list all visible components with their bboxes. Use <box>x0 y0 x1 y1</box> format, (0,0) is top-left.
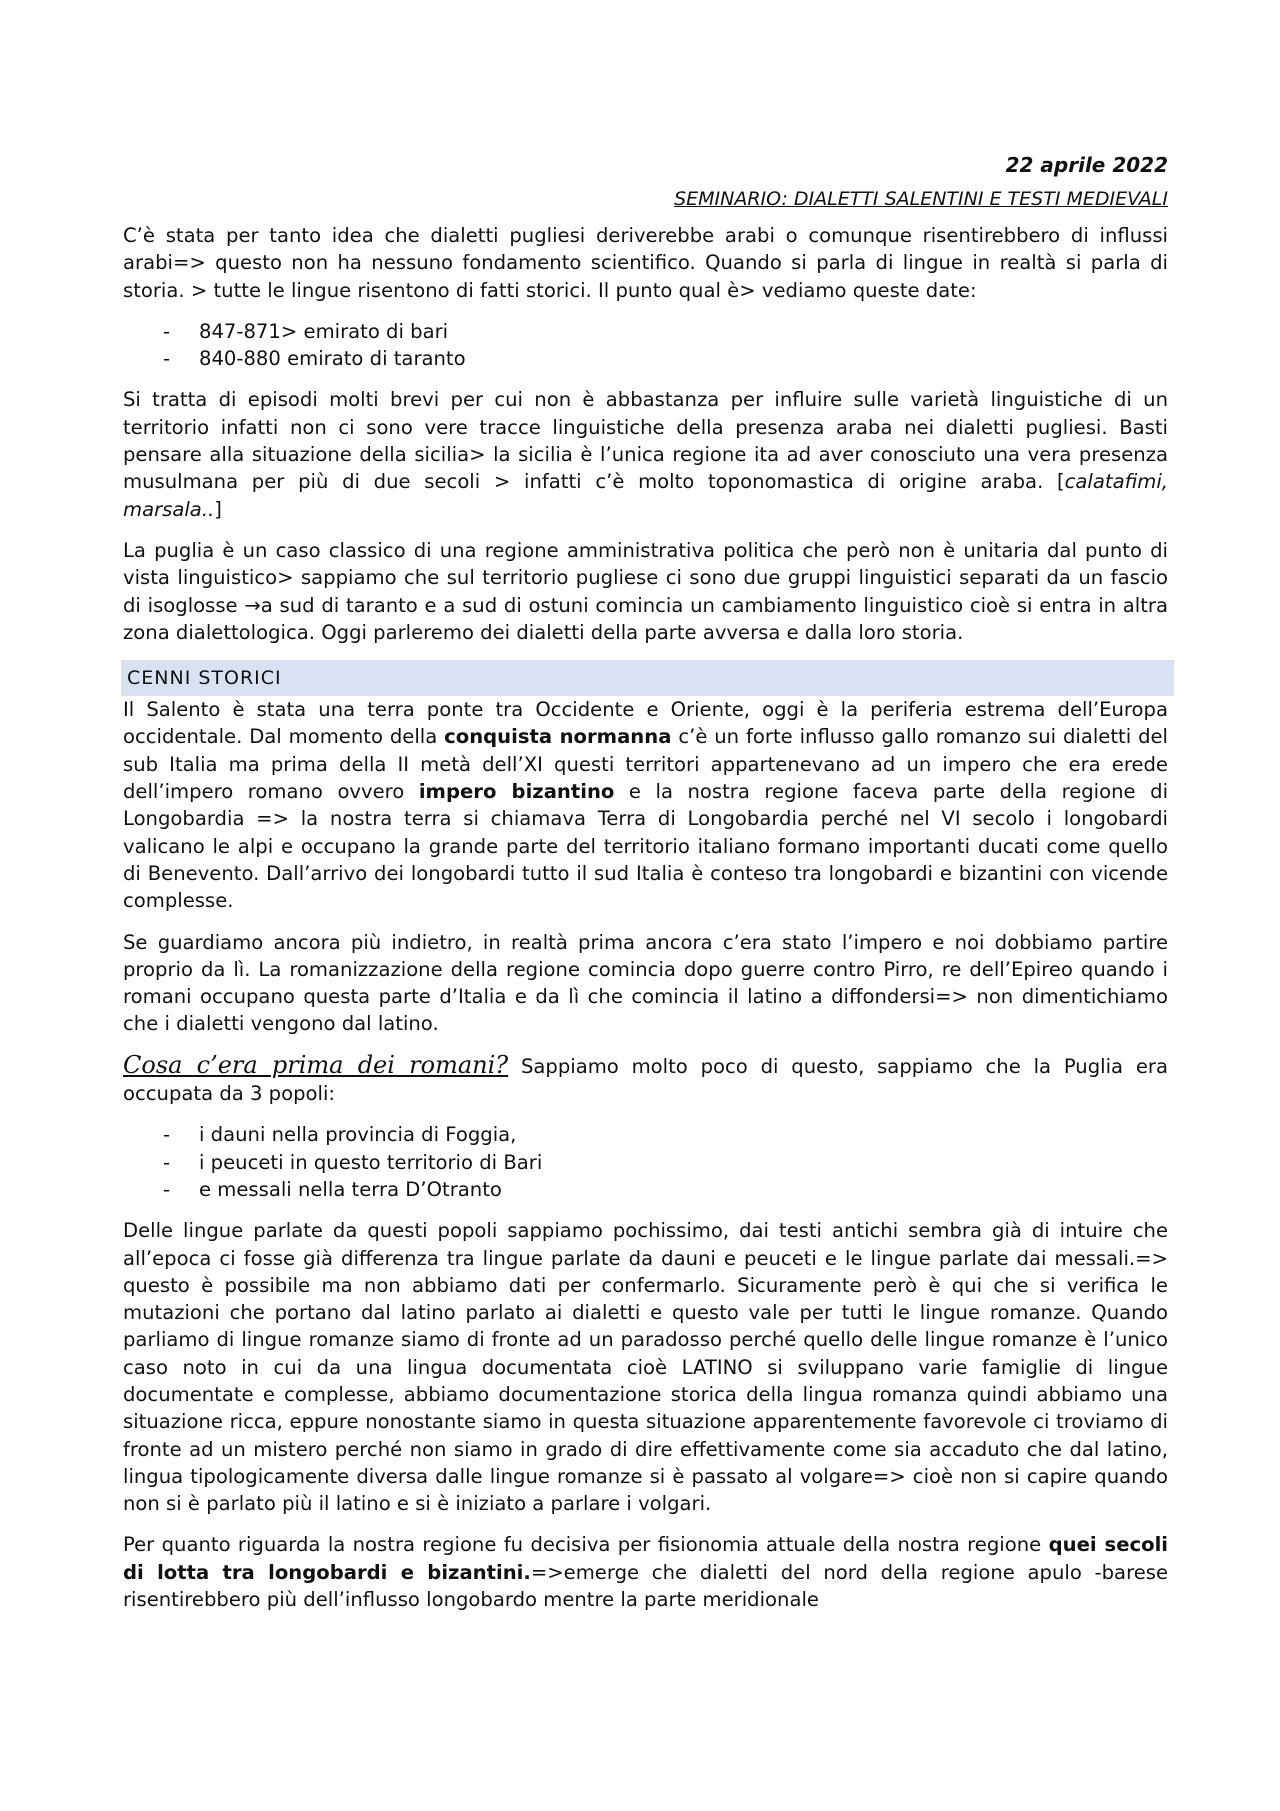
list-item: - 840-880 emirato di taranto <box>123 345 1168 372</box>
dates-list <box>123 318 1168 373</box>
italic-text: calatafimi, marsala.. <box>123 470 1168 521</box>
text-run: =>emerge che dialetti del nord della regione apulo -barese risentirebbero più dell’influsso longobardo mentre la parte meridionale <box>123 1560 1169 1612</box>
text-run: Per quanto riguarda la nostra regione fu decisiva per fisionomia attuale della nostra regione <box>123 1533 1049 1557</box>
list-item: - i peuceti in questo territorio di Bari <box>123 1149 1168 1176</box>
puglia-paragraph: La puglia è un caso classico di una regione amministrativa politica che però non è unitaria dal punto di vista linguistico> sappiamo che sul territorio pugliese ci sono due gruppi linguistici separati da un fascio di isoglosse →a sud di taranto e a sud di ostuni comincia un cambiamento linguistico cioè si entra in altra zona dialettologica. Oggi parleremo dei dialetti della parte avversa e dalla loro storia. <box>123 538 1168 644</box>
list-item: - i dauni nella provincia di Foggia, <box>123 1121 1168 1148</box>
text-run: Si tratta di episodi molti brevi per cui non è abbastanza per influire sulle varietà linguistiche di un territorio infatti non ci sono vere tracce linguistiche della presenza araba nei dialetti pugliesi. Basti pensare alla situazione della sicilia> la sicilia è l’unica regione ita ad aver conosciuto una vera presenza musulmana per più di due secoli > infatti c’è molto toponomastica di origine araba. [ <box>123 388 1168 494</box>
bold-text: quei secoli di lotta tra longobardi e bizantini. <box>123 1533 1169 1584</box>
document-page <box>123 150 1168 1613</box>
question-heading: Cosa c’era prima dei romani? <box>123 1050 509 1079</box>
region-paragraph <box>123 1531 1168 1613</box>
text-run: Sappiamo molto poco di questo, sappiamo che la Puglia era occupata da 3 popoli: <box>123 1054 1168 1106</box>
text-run: Il Salento è stata una terra ponte tra Occidente e Oriente, oggi è la periferia estrema dell’Europa occidentale. Dal momento della <box>123 698 1168 749</box>
question-paragraph <box>123 1052 1168 1108</box>
list-item: - e messali nella terra D’Otranto <box>123 1176 1168 1203</box>
text-run: e la nostra regione faceva parte della regione di Longobardia => la nostra terra si chiamava Terra di Longobardia perché nel VI secolo i longobardi valicano le alpi e occupano la grande parte del territorio italiano formano importanti ducati come quello di Benevento. Dall’arrivo dei longobardi tutto il sud Italia è conteso tra longobardi e bizantini con vicende complesse. <box>123 780 1169 913</box>
document-date: 22 aprile 2022 <box>1005 153 1168 177</box>
salento-paragraph <box>123 696 1168 914</box>
section-heading-text: CENNI STORICI <box>127 667 282 690</box>
bold-text: impero bizantino <box>418 780 615 804</box>
romanization-paragraph: Se guardiamo ancora più indietro, in realtà prima ancora c’era stato l’impero e noi dobbiamo partire proprio da lì. La romanizzazione della regione comincia dopo guerre contro Pirro, re dell’Epireo quando i romani occupano questa parte d’Italia e da lì che comincia il latino a diffondersi=> non dimentichiamo che i dialetti vengono dal latino. <box>123 930 1168 1036</box>
text-run: ] <box>214 497 222 521</box>
list-item: - 847-871> emirato di bari <box>123 318 1168 345</box>
seminar-title: SEMINARIO: DIALETTI SALENTINI E TESTI MEDIEVALI <box>674 188 1168 210</box>
languages-paragraph: Delle lingue parlate da questi popoli sappiamo pochissimo, dai testi antichi sembra già di intuire che all’epoca ci fosse già differenza tra lingue parlate da dauni e peuceti e le lingue parlate dai messali.=> questo è possibile ma non abbiamo dati per confermarlo. Sicuramente però è qui che si verifica le mutazioni che portano dal latino parlato ai dialetti e questo vale per tutti le lingue romanze. Quando parliamo di lingue romanze siamo di fronte ad un paradosso perché quello delle lingue romanze è l’unico caso noto in cui da una lingua documentata cioè LATINO si sviluppano varie famiglie di lingue documentate e complesse, abbiamo documentazione storica della lingua romanza quindi abbiamo una situazione ricca, eppure nonostante siamo in questa situazione apparentemente favorevole ci troviamo di fronte ad un mistero perché non siamo in grado di dire effettivamente come sia accaduto che dal latino, lingua tipologicamente diversa dalle lingue romanze si è passato al volgare=> cioè non si capire quando non si è parlato più il latino e si è iniziato a parlare i volgari. <box>123 1219 1168 1516</box>
arab-presence-paragraph <box>123 386 1168 522</box>
bold-text: conquista normanna <box>444 725 672 749</box>
text-run: c’è un forte influsso gallo romanzo sui dialetti del sub Italia ma prima della II metà dell’XI questi territori appartenevano ad un impero che era erede dell’impero romano ovvero <box>123 725 1168 804</box>
intro-paragraph: C’è stata per tanto idea che dialetti pugliesi deriverebbe arabi o comunque risentirebbero di influssi arabi=> questo non ha nessuno fondamento scientifico. Quando si parla di lingue in realtà si parla di storia. > tutte le lingue risentono di fatti storici. Il punto qual è> vediamo queste date: <box>123 224 1168 302</box>
peoples-list <box>123 1121 1168 1203</box>
section-heading <box>121 660 1174 696</box>
